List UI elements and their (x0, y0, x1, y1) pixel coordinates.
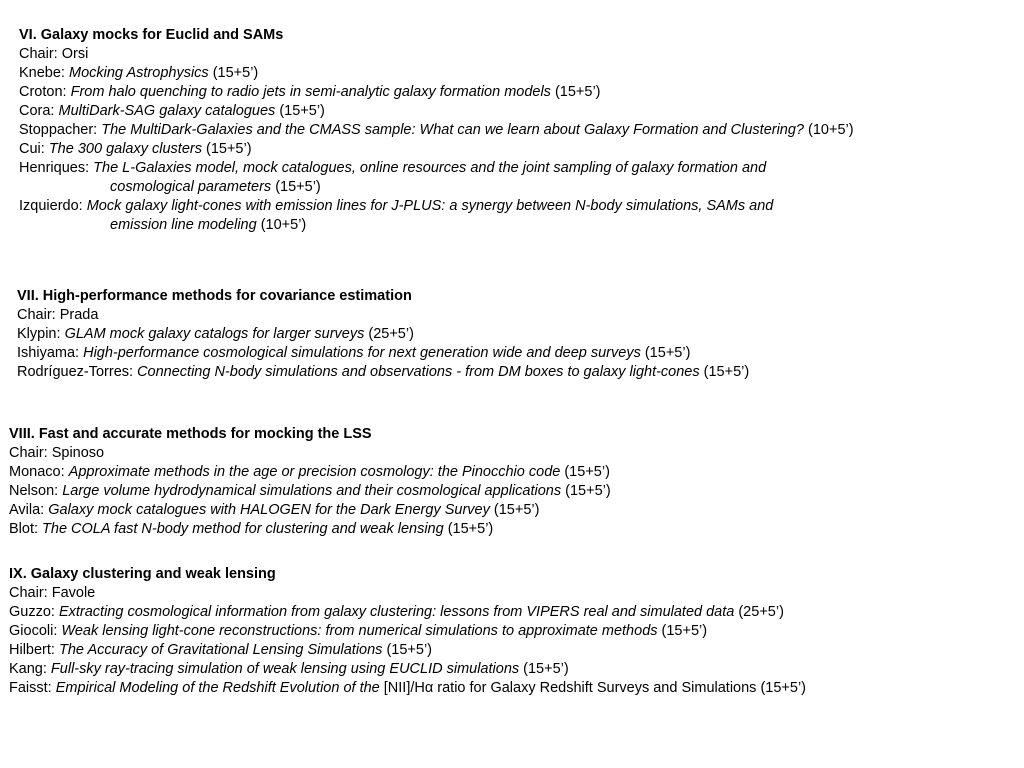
talk-title: The MultiDark-Galaxies and the CMASS sample: What can we learn about Galaxy Formation and Clustering? (101, 122, 804, 138)
talk-title: Galaxy mock catalogues with HALOGEN for the Dark Energy Survey (48, 502, 490, 518)
talk-time: (15+5’) (640, 345, 691, 361)
talk-item (17, 363, 749, 382)
talk-speaker: Hilbert: (9, 642, 59, 658)
talk-title: Weak lensing light-cone reconstructions: from numerical simulations to approximate methods (61, 623, 658, 639)
talk-title: The Accuracy of Gravitational Lensing Simulations (58, 642, 383, 658)
talk-speaker: Cui: (19, 141, 49, 157)
talk-title: MultiDark-SAG galaxy catalogues (58, 103, 276, 119)
talk-speaker: Faisst: (9, 680, 56, 696)
session-title: VIII. Fast and accurate methods for mocking the LSS (9, 426, 372, 442)
talk-time: (10+5’) (256, 217, 307, 233)
talk-speaker: Stoppacher: (19, 122, 102, 138)
talk-title: Mocking Astrophysics (69, 65, 209, 81)
talk-speaker: Rodríguez-Torres: (17, 364, 138, 380)
talk-time: (15+5’) (561, 483, 611, 499)
talk-time: (15+5’) (382, 642, 433, 658)
session-title: VI. Galaxy mocks for Euclid and SAMs (19, 27, 284, 43)
talk-item (9, 520, 611, 539)
talk-item (19, 197, 854, 216)
talk-title: Extracting cosmological information from galaxy clustering: lessons from VIPERS real and simulated data (58, 604, 735, 620)
talk-item (9, 679, 806, 698)
talk-time: (15+5’) (756, 680, 806, 696)
talk-speaker: Blot: (9, 521, 43, 537)
talk-time: (15+5’) (208, 65, 259, 81)
talk-title-continuation: cosmological parameters (110, 179, 272, 195)
talk-time: (15+5’) (443, 521, 494, 537)
talk-time: (15+5’) (201, 141, 252, 157)
session-title: VII. High-performance methods for covariance estimation (17, 288, 412, 304)
talk-title: Mock galaxy light-cones with emission lines for J-PLUS: a synergy between N-body simulations, SAMs and (86, 198, 774, 214)
talk-title: The COLA fast N-body method for clustering and weak lensing (42, 521, 444, 537)
talk-time: (15+5’) (657, 623, 708, 639)
talk-title-plain: [NII]/Hα ratio for Galaxy Redshift Surveys and Simulations (379, 680, 757, 696)
session-chair: Chair: Spinoso (9, 445, 105, 461)
talk-title-continuation: emission line modeling (110, 217, 257, 233)
talk-title: GLAM mock galaxy catalogs for larger surveys (64, 326, 365, 342)
talk-item (19, 159, 854, 178)
talk-item-continuation (19, 178, 854, 197)
talk-item (19, 102, 854, 121)
talk-title: From halo quenching to radio jets in semi-analytic galaxy formation models (70, 84, 551, 100)
talk-speaker: Izquierdo: (19, 198, 87, 214)
session-title: IX. Galaxy clustering and weak lensing (9, 566, 276, 582)
talk-item (19, 121, 854, 140)
talk-time: (15+5’) (550, 84, 601, 100)
talk-title: The 300 galaxy clusters (48, 141, 202, 157)
talk-speaker: Guzzo: (9, 604, 59, 620)
talk-title: Large volume hydrodynamical simulations and their cosmological applications (62, 483, 562, 499)
talk-item (9, 482, 611, 501)
talk-speaker: Ishiyama: (17, 345, 84, 361)
talk-title: Full-sky ray-tracing simulation of weak lensing using EUCLID simulations (50, 661, 520, 677)
talk-speaker: Monaco: (9, 464, 69, 480)
talk-time: (25+5’) (364, 326, 414, 342)
session-viii (9, 425, 611, 539)
talk-title: Empirical Modeling of the Redshift Evolution of the (55, 680, 380, 696)
session-chair: Chair: Orsi (19, 46, 89, 62)
talk-time: (15+5’) (275, 103, 325, 119)
talk-time: (15+5’) (699, 364, 750, 380)
talk-item (9, 622, 806, 641)
talk-speaker: Henriques: (19, 160, 94, 176)
session-vii (17, 287, 749, 382)
talk-item (9, 641, 806, 660)
talk-time: (15+5’) (489, 502, 540, 518)
talk-item (17, 344, 749, 363)
talk-title: Connecting N-body simulations and observations - from DM boxes to galaxy light-cones (137, 364, 700, 380)
talk-item (9, 603, 806, 622)
talk-time: (10+5’) (804, 122, 854, 138)
talk-item (19, 140, 854, 159)
talk-time: (15+5’) (519, 661, 569, 677)
talk-item (9, 501, 611, 520)
talk-speaker: Klypin: (17, 326, 65, 342)
talk-item (9, 463, 611, 482)
talk-speaker: Avila: (9, 502, 49, 518)
talk-speaker: Nelson: (9, 483, 63, 499)
talk-speaker: Cora: (19, 103, 59, 119)
talk-time: (15+5’) (560, 464, 610, 480)
talk-item (9, 660, 806, 679)
session-chair: Chair: Prada (17, 307, 99, 323)
talk-item (19, 64, 854, 83)
talk-item (17, 325, 749, 344)
session-ix (9, 565, 806, 698)
talk-speaker: Giocoli: (9, 623, 62, 639)
session-chair: Chair: Favole (9, 585, 96, 601)
talk-title: Approximate methods in the age or precision cosmology: the Pinocchio code (68, 464, 561, 480)
talk-title: The L-Galaxies model, mock catalogues, online resources and the joint sampling of galaxy formation and (93, 160, 767, 176)
talk-time: (15+5’) (271, 179, 321, 195)
talk-item-continuation (19, 216, 854, 235)
talk-speaker: Croton: (19, 84, 71, 100)
session-vi (19, 26, 854, 235)
talk-speaker: Kang: (9, 661, 51, 677)
talk-title: High-performance cosmological simulations for next generation wide and deep surveys (83, 345, 641, 361)
talk-time: (25+5’) (734, 604, 784, 620)
talk-item (19, 83, 854, 102)
talk-speaker: Knebe: (19, 65, 69, 81)
